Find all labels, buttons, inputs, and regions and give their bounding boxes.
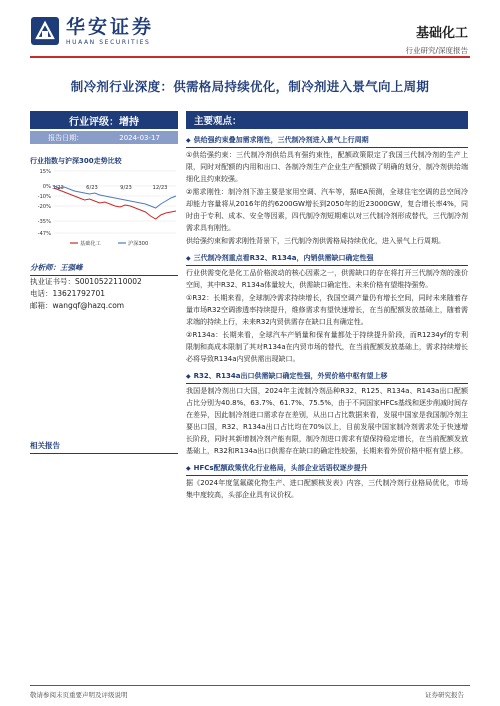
main-points xyxy=(186,111,468,501)
section-r32-r134a-domestic xyxy=(186,253,468,365)
analyst-phone: 电话：13621792701 xyxy=(30,289,105,298)
header-divider xyxy=(30,56,470,58)
paragraph: 行业供需变化是化工品价格波动的核心因素之一，供需缺口的存在将打开三代制冷剂的涨价空间，其中R32、R134a体量较大，供需缺口确定性、未来价格有望维持强势。 xyxy=(186,269,468,289)
section-divider xyxy=(186,147,468,148)
analyst-email[interactable]: 邮箱：wangqf@hazq.com xyxy=(30,301,125,310)
section-divider xyxy=(186,383,468,384)
section-divider xyxy=(186,265,468,266)
paragraph: 我国是制冷剂出口大国，2024年主流制冷剂品种R32、R125、R134a、R143a出口配额占比分别为40.8%、63.7%、61.7%、75.5%，由于不同国家HFCs基线和逐步削减时间存在差异，因此制冷剂进口需求存在差别，从出口占比数据来看，发展中国家是我国制冷剂主要出口国，R32、R134a出口占比均在70%以上，目前发展中国家制冷剂需求处于快速增长阶段，同时其新增制冷剂产能有限，制冷剂进口需求有望保持稳定增长，在当前配额发放基础上，R32和R134a出口供需存在缺口的确定性较强，长期来看外贸价格中枢有望上移。 xyxy=(186,387,468,455)
paragraph: ②R134a：长期来看，全球汽车产销量和保有量都处于持续提升阶段，而R1234yf的专利限制和高成本限制了其对R134a在内贸市场的替代，在当前配额发放基础上，需求持续增长必将导致R134a内贸供需出现缺口。 xyxy=(186,331,468,363)
y-tick-label: -10% xyxy=(37,194,51,200)
legend-label: 沪深300 xyxy=(128,241,149,247)
report-date-label: 报告日期： xyxy=(48,133,84,142)
footer-label: 证券研究报告 xyxy=(425,691,464,699)
paragraph: ①供给强约束：三代制冷剂供给具有强约束性，配额政策限定了我国三代制冷剂的生产上限，同时对配额的内用和出口、各制冷剂生产企业生产配额做了明确的划分，制冷剂供给端细化且约束较强。 xyxy=(186,151,468,183)
series-line-0 xyxy=(54,188,176,219)
analyst-license: 执业证书号：S0010522110002 xyxy=(30,277,142,286)
y-tick-label: -20% xyxy=(37,204,51,210)
paragraph: ②需求刚性：制冷剂下游主要是家用空调、汽车等，据IEA预测，全球住宅空调的总空间冷却能力容量将从2016年的约6200GW增长到2050年的近23000GW，复合增长率4%，同时由于专利、成本、安全等因素，四代制冷剂短期难以对三代制冷剂形成替代，三代制冷剂需求具有刚性。 xyxy=(186,188,468,232)
section-quota-policy xyxy=(186,463,468,501)
bullet-icon: ◆ xyxy=(186,254,191,262)
bullet-icon: ◆ xyxy=(186,136,191,144)
footer-divider xyxy=(30,685,470,686)
bullet-icon: ◆ xyxy=(186,372,191,380)
x-tick-label: 9/23 xyxy=(120,185,132,191)
sector-name: 基础化工 xyxy=(415,26,468,41)
section-title: 供给强约束叠加需求刚性，三代制冷剂进入景气上行周期 xyxy=(193,136,369,144)
paragraph: 据《2024年度氢氟碳化物生产、进口配额核发表》内容，三代制冷剂行业格局优化，市场集中度较高，头部企业具有议价权。 xyxy=(186,479,468,499)
paragraph: ①R32：长期来看，全球制冷需求持续增长，我国空调产量仍有增长空间，同时未来随着存量市场R32空调渗透率持续提升，维修需求有望快速增长，在当前配额发放基础上，随着需求端的持续上行，未来R32内贸供需存在缺口且有确定性。 xyxy=(186,294,468,326)
paragraph: 供给强约束和需求刚性背景下，三代制冷剂供需格局持续优化，进入景气上行周期。 xyxy=(186,237,445,245)
x-tick-label: 6/23 xyxy=(86,185,98,191)
main-points-heading: 主要观点： xyxy=(186,111,468,129)
y-tick-label: 15% xyxy=(39,169,51,175)
huaan-logo-icon xyxy=(30,16,60,46)
chart-title: 行业指数与沪深300走势比较 xyxy=(30,157,122,165)
company-logo xyxy=(30,16,154,46)
y-tick-label: -47% xyxy=(37,231,51,237)
header-right xyxy=(405,22,468,56)
legend-label: 基础化工 xyxy=(80,241,101,247)
index-comparison-chart xyxy=(30,167,180,252)
logo-chinese-name: 华安证券 xyxy=(66,15,155,38)
report-type: 行业研究/深度报告 xyxy=(405,46,468,55)
section-title: R32、R134a出口供需缺口确定性强，外贸价格中枢有望上移 xyxy=(193,372,388,380)
report-date-row xyxy=(30,131,178,144)
x-tick-label: 12/23 xyxy=(152,185,168,191)
analyst-contact xyxy=(30,276,142,312)
analyst-heading: 分析师：王强峰 xyxy=(30,262,178,276)
report-date-value: 2024-03-17 xyxy=(119,133,160,142)
section-divider xyxy=(186,475,468,476)
y-tick-label: 0% xyxy=(42,184,51,190)
footer-disclaimer[interactable]: 敬请参阅末页重要声明及评级说明 xyxy=(30,691,128,699)
section-title: HFCs配额政策优化行业格局，头部企业话语权逐步提升 xyxy=(193,464,368,472)
industry-rating: 行业评级：增持 xyxy=(30,111,178,129)
related-reports-heading: 相关报告 xyxy=(30,440,178,454)
bullet-icon: ◆ xyxy=(186,464,191,472)
x-tick-label: 3/23 xyxy=(52,185,64,191)
logo-english-name: HUAAN SECURITIES xyxy=(66,38,151,46)
section-supply-demand xyxy=(186,135,468,247)
section-title: 三代制冷剂重点看R32、R134a，内销供需缺口确定性强 xyxy=(193,254,374,262)
report-title: 制冷剂行业深度：供需格局持续优化，制冷剂进入景气向上周期 xyxy=(70,79,430,94)
section-export xyxy=(186,371,468,457)
y-tick-label: -35% xyxy=(37,219,51,225)
